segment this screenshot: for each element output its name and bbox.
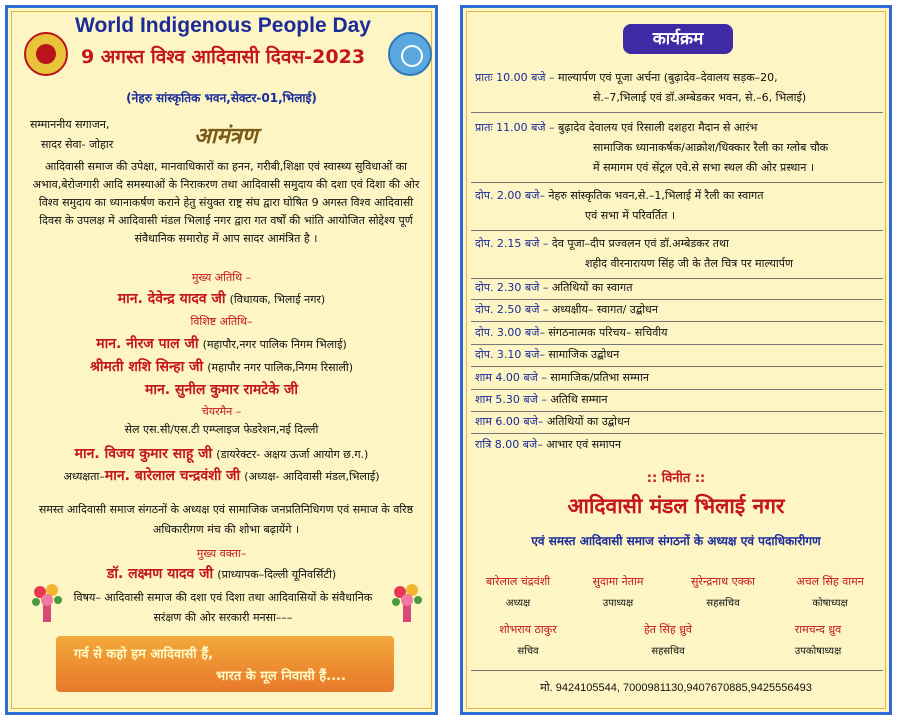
member-vice-president <box>563 574 673 609</box>
chief-guest <box>8 289 435 308</box>
member-post: सहसचिव <box>651 646 685 657</box>
title-hindi: 9 अगस्त विश्व आदिवासी दिवस-2023 <box>80 46 366 68</box>
schedule-time: शाम 6.00 बजे– <box>475 415 544 428</box>
closing-text: समस्त आदिवासी समाज संगठनों के अध्यक्ष एवं सामाजिक जनप्रतिनिधिगण एवं समाज के वरिष्ठ अधिकारीगण मंच की शोभा बढ़ायेंगे । <box>38 503 414 536</box>
invitation-calligraphy: आमंत्रण <box>194 123 258 149</box>
schedule-item-6 <box>475 300 885 320</box>
slogan-banner <box>56 636 394 692</box>
schedule-line: एवं सभा में परिवर्तित । <box>585 209 676 222</box>
member-post: कोषाध्यक्ष <box>812 598 848 609</box>
invitation-paragraph: आदिवासी समाज की उपेक्षा, मानवाधिकारों का हनन, गरीबी,शिक्षा एवं स्वास्थ्य सुविधाओं का अभाव,बेरोजगारी आदि समस्याओं के निराकरण तथा आदिवासी समुदाय की दशा एवं दिशा की ओर विश्व समुदाय का ध्यानाकर्षण कराने हेतु संयुक्त राष्ट्र संघ द्वारा घोषित 9 अगस्त विश्व आदिवासी दिवस के उपलक्ष में आदिवासी मंडल भिलाई नगर द्वारा गत वर्षों की भांति आयोजित सोद्देश्य पूर्ण संवैधानिक समारोह में आप सादर आमंत्रित है । <box>32 160 420 245</box>
schedule-line: देव पूजा–दीप प्रज्वलन एवं डॉ.अम्बेडकर तथा <box>551 237 729 250</box>
vineet-label: :: विनीत :: <box>646 471 706 486</box>
member-post: उपकोषाध्यक्ष <box>794 646 842 657</box>
special-guest-1-name: मान. नीरज पाल जी <box>96 336 199 352</box>
schedule-time: रात्रि 8.00 बजे– <box>475 438 543 451</box>
flower-bouquet-icon <box>390 580 424 624</box>
schedule-line: सामाजिक उद्बोधन <box>548 348 620 361</box>
member-deputy-treasurer <box>763 622 873 657</box>
schedule-item-1 <box>475 68 885 108</box>
member-post: उपाध्यक्ष <box>602 598 634 609</box>
special-guest-role: विशिष्ट अतिथि– <box>190 315 253 328</box>
guest-4-detail: (डायरेक्टर- अक्षय ऊर्जा आयोग छ.ग.) <box>216 448 369 461</box>
schedule-time: दोप. 2.00 बजे– <box>475 189 545 202</box>
speaker-detail: (प्राध्यापक–दिल्ली यूनिवर्सिटी) <box>217 568 337 581</box>
schedule-line: शहीद वीरनारायण सिंह जी के तैल चित्र पर माल्यार्पण <box>585 257 793 270</box>
president-detail: (अध्यक्ष- आदिवासी मंडल,भिलाई) <box>244 470 380 483</box>
organization-name: आदिवासी मंडल भिलाई नगर <box>567 493 785 518</box>
member-name: सुरेन्द्रनाथ एक्का <box>690 575 756 588</box>
chief-guest-detail: (विधायक, भिलाई नगर) <box>229 293 326 306</box>
member-post: अध्यक्ष <box>505 598 531 609</box>
schedule-line: सामाजिक/प्रतिभा सम्मान <box>550 371 649 384</box>
schedule-item-9 <box>475 368 885 388</box>
chief-guest-role: मुख्य अतिथि – <box>191 271 252 284</box>
schedule-line: अध्यक्षीय– स्वागत/ उद्बोधन <box>551 303 658 316</box>
schedule-time: दोप. 3.00 बजे– <box>475 326 545 339</box>
schedule-divider <box>471 321 883 322</box>
schedule-line: अतिथि सम्मान <box>550 393 608 406</box>
member-name: रामचन्द ध्रुव <box>794 623 842 636</box>
special-guest-3 <box>8 380 435 399</box>
guest-4-name: मान. विजय कुमार साहू जी <box>74 446 213 462</box>
schedule-divider <box>471 433 883 434</box>
schedule-line: संगठनात्मक परिचय– सचिवीय <box>548 326 668 339</box>
member-secretary <box>473 622 583 657</box>
member-name: सुदामा नेताम <box>592 575 644 588</box>
programme-right-panel <box>460 5 892 715</box>
venue-text: (नेहरु सांस्कृतिक भवन,सेक्टर-01,भिलाई) <box>126 91 317 105</box>
programme-heading: कार्यक्रम <box>623 24 733 54</box>
schedule-item-5 <box>475 278 885 298</box>
schedule-line: नेहरु सांस्कृतिक भवन,से.–1,भिलाई में रैली का स्वागत <box>548 189 764 202</box>
schedule-line: में समागम एवं सेंट्रल एवे.से सभा स्थल की ओर प्रस्थान । <box>593 161 815 174</box>
special-guest-3-name: मान. सुनील कुमार रामटेके जी <box>145 382 298 398</box>
schedule-item-8 <box>475 345 885 365</box>
schedule-time: दोप. 2.50 बजे – <box>475 303 549 316</box>
president <box>8 466 435 485</box>
schedule-time: शाम 4.00 बजे – <box>475 371 547 384</box>
schedule-item-7 <box>475 323 885 343</box>
schedule-time: दोप. 2.30 बजे – <box>475 281 549 294</box>
schedule-time: शाम 5.30 बजे – <box>475 393 547 406</box>
special-guest-2-detail: (महापौर नगर पालिक,निगम रिसाली) <box>207 361 354 374</box>
schedule-line: सामाजिक ध्यानाकर्षक/आक्रोश/धिक्कार रैली का ग्लोब चौक <box>593 141 829 154</box>
schedule-line: माल्यार्पण एवं पूजा अर्चना (बुढ़ादेव–देवालय सड़क–20, <box>558 71 778 84</box>
schedule-item-3 <box>475 186 885 226</box>
footer-divider <box>471 670 883 671</box>
special-guest-1-detail: (महापौर,नगर पालिक निगम भिलाई) <box>202 338 347 351</box>
un-emblem-icon <box>388 32 432 76</box>
schedule-line: बुढ़ादेव देवालय एवं रिसाली दशहरा मैदान से आरंभ <box>558 121 758 134</box>
title-english: World Indigenous People Day <box>75 14 371 37</box>
schedule-divider <box>471 182 883 183</box>
schedule-line: अतिथियों का स्वागत <box>551 281 633 294</box>
salutation-line-2: सादर सेवा- जोहार <box>41 138 114 151</box>
schedule-item-10 <box>475 390 885 410</box>
speaker-name: डॉ. लक्ष्मण यादव जी <box>106 566 214 582</box>
president-prefix: अध्यक्षता– <box>63 470 105 483</box>
contact-phones: मो. 9424105544, 7000981130,9407670885,9425556493 <box>540 682 812 694</box>
special-guest-2-name: श्रीमती शशि सिन्हा जी <box>89 359 204 375</box>
member-name: अचल सिंह वामन <box>796 575 864 588</box>
special-guest-2 <box>8 357 435 376</box>
chairman-org: सेल एस.सी/एस.टी एम्प्लाइज फेडरेशन,नई दिल्ली <box>124 423 319 436</box>
schedule-divider <box>471 366 883 367</box>
member-president <box>463 574 573 609</box>
slogan-line-1: गर्व से कहो हम आदिवासी हैं, <box>74 647 214 662</box>
schedule-line: आभार एवं समापन <box>546 438 621 451</box>
schedule-time: दोप. 3.10 बजे– <box>475 348 545 361</box>
invitation-left-panel <box>5 5 438 715</box>
guest-4 <box>8 444 435 463</box>
schedule-time: दोप. 2.15 बजे – <box>475 237 549 250</box>
slogan-line-2: भारत के मूल निवासी हैं.... <box>216 669 346 684</box>
schedule-item-2 <box>475 118 885 178</box>
member-joint-secretary-2 <box>613 622 723 657</box>
member-post: सचिव <box>517 646 539 657</box>
topic-text: विषय– आदिवासी समाज की दशा एवं दिशा तथा आदिवासियों के संवैधानिक सरंक्षण की ओर सरकारी मनसा––– <box>73 591 373 624</box>
organization-subtitle: एवं समस्त आदिवासी समाज संगठनों के अध्यक्ष एवं पदाधिकारीगण <box>531 534 821 548</box>
member-name: हेत सिंह ध्रुवे <box>643 623 693 636</box>
schedule-line: अतिथियों का उद्बोधन <box>546 415 630 428</box>
schedule-item-11 <box>475 412 885 432</box>
schedule-divider <box>471 112 883 113</box>
schedule-item-12 <box>475 435 885 455</box>
schedule-item-4 <box>475 234 885 274</box>
schedule-line: से.–7,भिलाई एवं डॉ.अम्बेडकर भवन, से.–6, भिलाई) <box>593 91 807 104</box>
schedule-time: प्रातः 11.00 बजे – <box>475 121 555 134</box>
speaker-role: मुख्य वक्ता– <box>196 547 247 560</box>
member-treasurer <box>775 574 885 609</box>
speaker <box>8 564 435 583</box>
member-name: शोभराय ठाकुर <box>499 623 557 636</box>
member-name: बारेलाल चंद्रवंशी <box>485 575 551 588</box>
member-post: सहसचिव <box>706 598 740 609</box>
salutation-line-1: सम्माननीय सगाजन, <box>30 118 110 131</box>
chairman-role: चेयरमैन – <box>201 405 242 418</box>
flower-bouquet-icon <box>30 580 64 624</box>
president-name: मान. बारेलाल चन्द्रवंशी जी <box>104 468 241 484</box>
schedule-divider <box>471 230 883 231</box>
special-guest-1 <box>8 334 435 353</box>
chief-guest-name: मान. देवेन्द्र यादव जी <box>117 291 226 307</box>
member-joint-secretary <box>668 574 778 609</box>
schedule-time: प्रातः 10.00 बजे – <box>475 71 555 84</box>
